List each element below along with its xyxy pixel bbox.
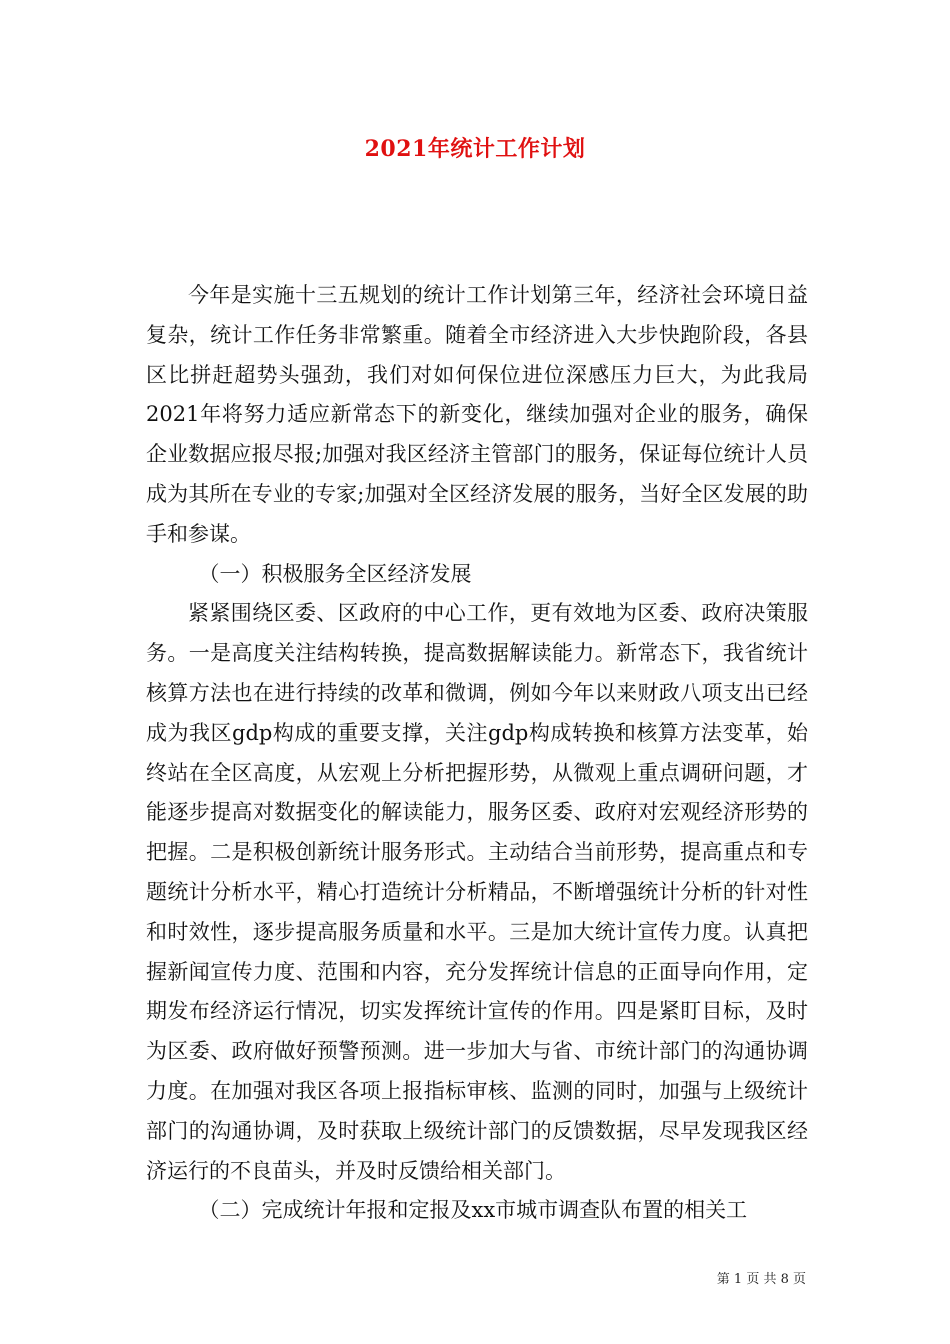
page-number: 第 1 页 共 8 页 — [716, 1272, 806, 1287]
section-heading-1: （一）积极服务全区经济发展 — [198, 561, 472, 586]
intro-paragraph: 今年是实施十三五规划的统计工作计划第三年，经济社会环境日益复杂，统计工作任务非常繁重。随着全市经济进入大步快跑阶段，各县区比拼赶超势头强劲，我们对如何保位进位深感压力巨大，为此我局2021年将努力适应新常态下的新变化，继续加强对企业的服务，确保企业数据应报尽报;加强对我区经济主管部门的服务，保证每位统计人员成为其所在专业的专家;加强对全区经济发展的服务，当好全区发展的助手和参谋。 — [146, 283, 808, 546]
document-title: 2021年统计工作计划 — [364, 136, 586, 162]
document-body — [146, 276, 808, 1231]
section-1-paragraph: 紧紧围绕区委、区政府的中心工作，更有效地为区委、政府决策服务。一是高度关注结构转换，提高数据解读能力。新常态下，我省统计核算方法也在进行持续的改革和微调，例如今年以来财政八项支出已经成为我区gdp构成的重要支撑，关注gdp构成转换和核算方法变革，始终站在全区高度，从宏观上分析把握形势，从微观上重点调研问题，才能逐步提高对数据变化的解读能力，服务区委、政府对宏观经济形势的把握。二是积极创新统计服务形式。主动结合当前形势，提高重点和专题统计分析水平，精心打造统计分析精品，不断增强统计分析的针对性和时效性，逐步提高服务质量和水平。三是加大统计宣传力度。认真把握新闻宣传力度、范围和内容，充分发挥统计信息的正面导向作用，定期发布经济运行情况，切实发挥统计宣传的作用。四是紧盯目标，及时为区委、政府做好预警预测。进一步加大与省、市统计部门的沟通协调力度。在加强对我区各项上报指标审核、监测的同时，加强与上级统计部门的沟通协调，及时获取上级统计部门的反馈数据，尽早发现我区经济运行的不良苗头，并及时反馈给相关部门。 — [146, 601, 808, 1183]
section-heading-2: （二）完成统计年报和定报及xx市城市调查队布置的相关工 — [198, 1198, 748, 1223]
